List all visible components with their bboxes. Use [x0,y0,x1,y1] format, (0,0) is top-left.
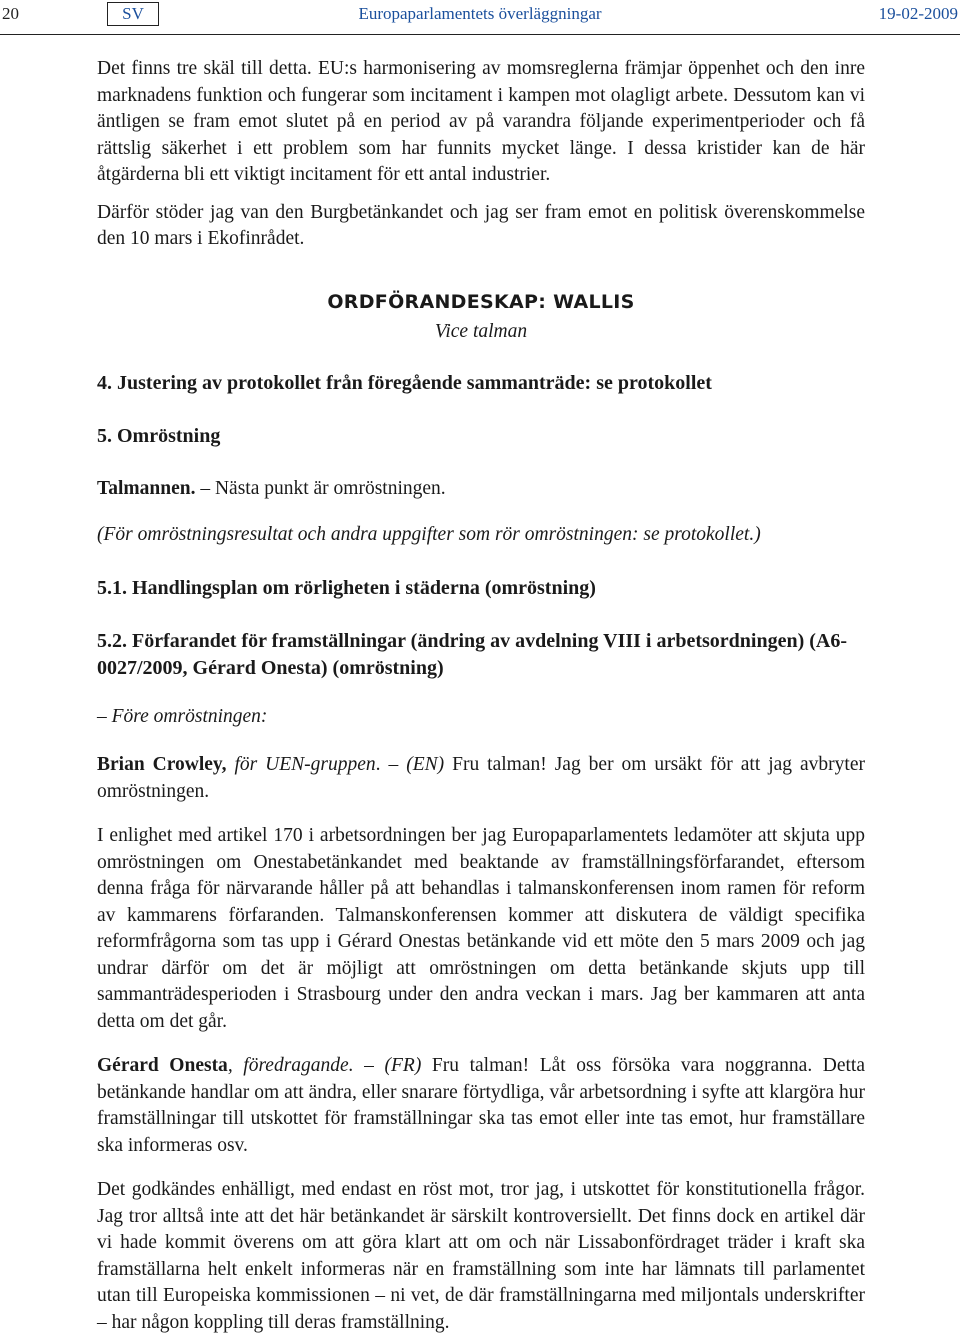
before-vote-note: – Före omröstningen: [97,705,268,727]
language-badge: SV [107,2,159,26]
agenda-item-5-2: 5.2. Förfarandet för framställningar (ändring av avdelning VIII i arbetsordningen) (A6-0027/2009, Gérard Onesta) (omröstning) [97,629,848,679]
vote-note: (För omröstningsresultat och andra uppgifter som rör omröstningen: se protokollet.) [97,524,761,545]
page-header [0,0,960,35]
paragraph: Det finns tre skäl till detta. EU:s harmonisering av momsreglerna främjar öppenhet och den inre marknadens funktion och fungerar som incitament i kampen mot olagligt arbete. Dessutom kan vi äntligen se fram emot slutet på en period av på varandra följande experimentperioder och få rättslig säkerhet i ett problem som har funnits mycket länge. I dessa kristider kan de här åtgärderna bli ett viktigt incitament för ett antal industrier. [97,58,865,185]
speaker-paragraph [97,476,865,503]
language-code: (EN) [406,754,445,775]
agenda-item-4: 4. Justering av protokollet från föregående sammanträde: se protokollet [97,371,712,394]
speaker-role: för UEN-gruppen [226,754,376,775]
document-date: 19-02-2009 [878,4,958,23]
speech-text: Nästa punkt är omröstningen. [214,477,446,499]
document-title: Europaparlamentets överläggningar [358,4,602,23]
document-body [97,56,865,1336]
speaker-paragraph [97,752,865,805]
separator: . – [375,754,407,775]
paragraph: I enlighet med artikel 170 i arbetsordningen ber jag Europaparlamentets ledamöter att skjuta upp omröstningen om Onestabetänkandet med beaktande av framställningsförfarandet, eftersom denna fråga för närvarande håller på att behandlas i talmanskonferensen inom ramen för reform av kammarens förfaranden. Talmanskonferensen kommer att diskutera de väldigt specifika reformfrågorna som tas upp i Gérard Onestas betänkande vid ett möte den 5 mars 2009 och jag undrar därför om det är möjligt att omröstningen om detta betänkande skjuts upp till sammanträdesperioden i Strasbourg under den andra veckan i mars. Jag ber kammaren att anta detta om det går. [97,825,865,1032]
chair-heading: ORDFÖRANDESKAP: WALLIS [327,290,635,313]
speaker-name: Talmannen. [97,477,196,499]
speaker-name: Brian Crowley, [97,754,227,775]
speech-text: Fru talman! Låt oss försöka vara noggranna. Detta betänkande handlar om att ändra, eller snarare förtydliga, vår arbetsordning i syfte att klargöra hur framställningar till utskottet för framställningar ska tas emot eller inte tas emot, hur framställare ska informeras osv. [97,1055,866,1156]
paragraph: Det godkändes enhälligt, med endast en röst mot, tror jag, i utskottet för konstitutionella frågor. Jag tror alltså inte att det här betänkandet är särskilt kontroversiellt. Det finns dock en artikel där vi hade kommit överens om att göra klart att om och när Lissabonfördraget träder i kraft ska framställarna helt enkelt informeras när en framställning som inte har lämnats till parlamentet utan till Europeiska kommissionen – ni vet, de där framställningarna med miljontals underskrifter – har någon koppling till deras framställning. [97,1179,865,1333]
speaker-role: , föredragande. [227,1055,354,1076]
speaker-name: Gérard Onesta [97,1055,228,1076]
agenda-item-5: 5. Omröstning [97,424,221,447]
chair-subtitle: Vice talman [434,321,528,342]
page-number: 20 [2,4,19,23]
separator: – [195,477,215,499]
speech-text: Fru talman! Jag ber om ursäkt för att jag avbryter omröstningen. [97,754,865,802]
language-code: (FR) [384,1055,422,1076]
agenda-item-5-1: 5.1. Handlingsplan om rörligheten i städerna (omröstning) [97,576,596,599]
paragraph: Därför stöder jag van den Burgbetänkandet och jag ser fram emot en politisk överenskommelse den 10 mars i Ekofinrådet. [97,201,865,249]
speaker-paragraph [97,1053,865,1159]
separator: – [353,1055,385,1076]
